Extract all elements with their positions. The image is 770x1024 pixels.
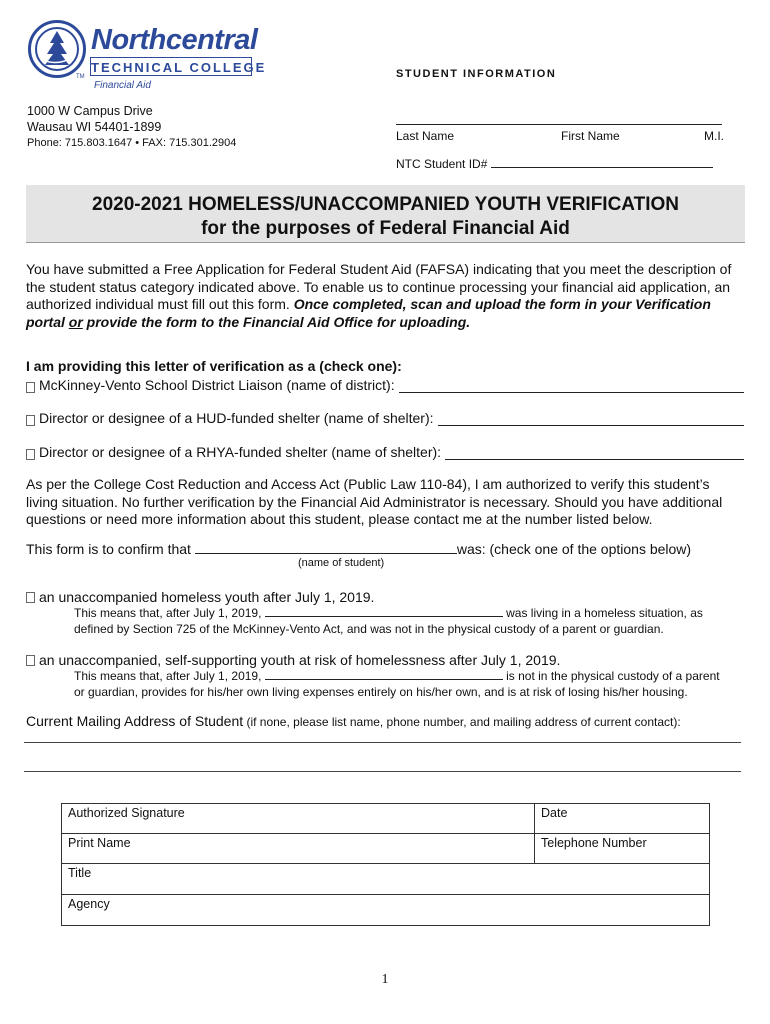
mailing-address-line-1[interactable] — [24, 742, 741, 743]
signature-table — [61, 803, 710, 926]
page-number: 1 — [381, 972, 389, 987]
form-title: 2020-2021 HOMELESS/UNACCOMPANIED YOUTH VERIFICATION — [92, 194, 679, 215]
authorized-signature-label: Authorized Signature — [68, 806, 185, 820]
at-risk-student-name-field[interactable] — [265, 668, 503, 680]
student-information-heading: STUDENT INFORMATION — [396, 68, 557, 80]
intro-bold-b: provide the form to the Financial Aid Office for uploading. — [82, 313, 471, 330]
checkbox-at-risk-youth[interactable] — [26, 655, 35, 666]
telephone-label: Telephone Number — [541, 836, 647, 850]
homeless-youth-detail — [74, 605, 703, 637]
first-name-label: First Name — [561, 129, 620, 143]
last-name-label: Last Name — [396, 129, 455, 143]
address-line-1: 1000 W Campus Drive — [27, 104, 153, 118]
intro-paragraph — [26, 261, 742, 331]
telephone-cell[interactable] — [535, 834, 710, 864]
logo-college-name: Northcentral — [91, 24, 258, 56]
authorized-signature-cell[interactable] — [62, 804, 535, 834]
district-name-field[interactable] — [399, 380, 744, 393]
at-risk-detail-1a: This means that, after July 1, 2019, — [74, 669, 262, 683]
rhya-shelter-name-field[interactable] — [445, 447, 744, 460]
at-risk-detail-1b: is not in the physical custody of a parent — [506, 669, 720, 683]
option-hud-shelter — [26, 408, 744, 426]
option-district-liaison — [26, 375, 744, 393]
student-id-label: NTC Student ID# — [396, 157, 488, 171]
intro-bold-a: Once completed, scan and upload the form in your Verification portal — [26, 296, 711, 330]
mailing-address-line-2[interactable] — [24, 771, 741, 772]
checkbox-district-liaison[interactable] — [26, 382, 35, 393]
confirm-row — [26, 541, 691, 557]
name-of-student-caption: (name of student) — [298, 557, 385, 569]
address-line-2: Wausau WI 54401-1899 — [27, 120, 162, 134]
district-liaison-label: McKinney-Vento School District Liaison (name of district): — [39, 377, 395, 393]
intro-text: You have submitted a Free Application for Federal Student Aid (FAFSA) indicating that you meet the description of the student status category indicated above. To enable us to continue processing your financial aid application, an authorized individual must fill out this form. — [26, 261, 732, 312]
title-label: Title — [68, 866, 92, 880]
rhya-shelter-label: Director or designee of a RHYA-funded shelter (name of shelter): — [39, 444, 442, 460]
checkbox-rhya-shelter[interactable] — [26, 449, 35, 460]
mailing-note: (if none, please list name, phone number, and mailing address of current contact): — [243, 715, 681, 729]
agency-cell[interactable] — [62, 895, 710, 926]
date-label: Date — [541, 806, 568, 820]
student-id-row — [396, 157, 713, 171]
homeless-detail-1a: This means that, after July 1, 2019, — [74, 606, 262, 620]
at-risk-youth-label: an unaccompanied, self-supporting youth at risk of homelessness after July 1, 2019. — [39, 652, 561, 668]
providing-heading: I am providing this letter of verification as a (check one): — [26, 358, 402, 374]
form-title-banner — [26, 185, 745, 243]
checkbox-hud-shelter[interactable] — [26, 415, 35, 426]
authority-paragraph: As per the College Cost Reduction and Access Act (Public Law 110-84), I am authorized to verify this student’s living situation. No further verification by the Financial Aid Administrator is necessary. Should you have additional questions or need more information about this student, please contact me at the number listed below. — [26, 476, 723, 527]
intro-bold-or: or — [68, 313, 83, 330]
trademark-mark: TM — [76, 74, 85, 80]
at-risk-youth-detail — [74, 668, 720, 700]
logo-department: Financial Aid — [94, 80, 151, 91]
logo-subtitle: TECHNICAL COLLEGE — [90, 57, 252, 76]
student-name-field[interactable] — [195, 542, 457, 554]
mi-label: M.I. — [704, 129, 724, 143]
student-name-field[interactable] — [396, 124, 722, 125]
option-rhya-shelter — [26, 442, 744, 460]
agency-label: Agency — [68, 897, 110, 911]
phone-fax: Phone: 715.803.1647 • FAX: 715.301.2904 — [27, 137, 237, 149]
confirm-prefix: This form is to confirm that — [26, 541, 191, 557]
hud-shelter-label: Director or designee of a HUD-funded shelter (name of shelter): — [39, 410, 434, 426]
option-at-risk-youth — [26, 652, 560, 668]
confirm-suffix: was: (check one of the options below) — [456, 541, 692, 557]
pine-tree-logo-icon — [28, 20, 86, 78]
college-logo — [28, 20, 268, 96]
homeless-student-name-field[interactable] — [265, 605, 503, 617]
homeless-youth-label: an unaccompanied homeless youth after July 1, 2019. — [39, 589, 375, 605]
option-homeless-youth — [26, 589, 374, 605]
college-address — [27, 103, 236, 151]
hud-shelter-name-field[interactable] — [438, 413, 744, 426]
title-cell[interactable] — [62, 864, 710, 895]
homeless-detail-1b: was living in a homeless situation, as — [506, 606, 703, 620]
at-risk-detail-2: or guardian, provides for his/her own living expenses entirely on his/her own, and is at risk of losing his/her housing. — [74, 685, 688, 699]
print-name-cell[interactable] — [62, 834, 535, 864]
checkbox-homeless-youth[interactable] — [26, 592, 35, 603]
student-id-field[interactable] — [491, 157, 713, 168]
form-subtitle: for the purposes of Federal Financial Aid — [201, 218, 570, 239]
homeless-detail-2: defined by Section 725 of the McKinney-Vento Act, and was not in the physical custody of a parent or guardian. — [74, 622, 664, 636]
print-name-label: Print Name — [68, 836, 131, 850]
mailing-address-label — [26, 713, 681, 729]
mailing-label-text: Current Mailing Address of Student — [26, 713, 244, 729]
date-cell[interactable] — [535, 804, 710, 834]
